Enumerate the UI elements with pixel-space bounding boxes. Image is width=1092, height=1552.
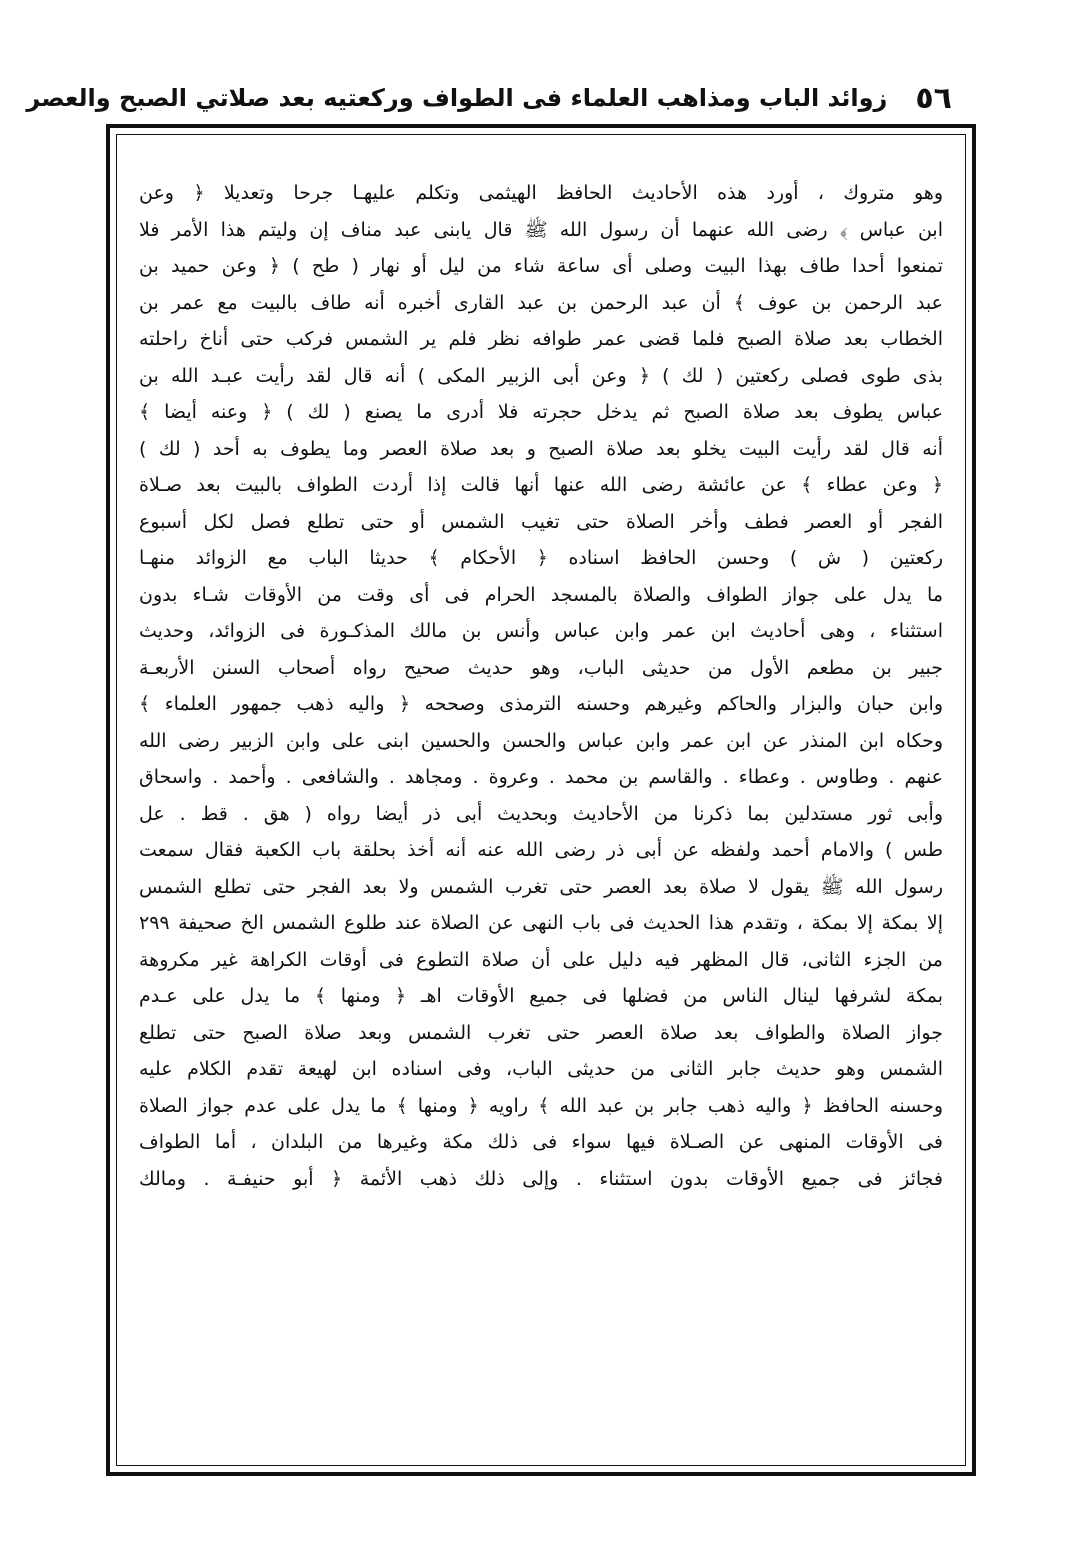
text-line: الفجر أو العصر فطف وأخر الصلاة حتى تغيب الشمس أو حتى تطلع فصل لكل أسبوع (139, 510, 943, 533)
page-number: ٥٦ (915, 80, 952, 116)
text-line: وحسنه الحافظ ﴿ واليه ذهب جابر بن عبد الله ﴾ راويه ﴿ ومنها ﴾ ما يدل على عدم جواز الصلاة (139, 1094, 943, 1117)
page-frame-inner (116, 134, 966, 1466)
text-line: عبد الرحمن بن عوف ﴾ أن عبد الرحمن بن عبد القارى أخبره أنه طاف بالبيت مع عمر بن (139, 291, 943, 314)
text-line: عباس يطوف بعد صلاة الصبح ثم يدخل حجرته فلا أدرى ما يصنع ( لك ) ﴿ وعنه أيضا ﴾ (139, 401, 943, 423)
text-line: جبير بن مطعم الأول من حديثى الباب، وهو حديث صحيح رواه أصحاب السنن الأربعـة (139, 656, 943, 679)
text-line: وأبى ثور مستدلين بما ذكرنا من الأحاديث وبحديث أبى ذر أيضا رواه ( هق . قط . عل (139, 802, 943, 825)
text-line: الخطاب بعد صلاة الصبح فلما قضى عمر طوافه نظر فلم ير الشمس فركب حتى أناخ راحلته (139, 328, 943, 350)
text-line: ﴿ وعن عطاء ﴾ عن عائشة رضى الله عنها أنها قالت إذا أردت الطواف بالبيت بعد صـلاة (139, 474, 943, 496)
text-line: ابن عباس ﴾ رضى الله عنهما أن رسول الله ﷺ قال يابنى عبد مناف إن وليتم هذا الأمر فلا (139, 218, 943, 241)
text-line: بمكة لشرفها لينال الناس من فضلها فى جميع الأوقات اهـ ﴿ ومنها ﴾ ما يدل على عـدم (139, 985, 943, 1007)
text-line: طس ) والامام أحمد ولفظه عن أبى ذر رضى الله عنه أنه أخذ بحلقة باب الكعبة فقال سمعت (139, 839, 943, 861)
text-line: بذى طوى فصلى ركعتين ( لك ) ﴿ وعن أبى الزبير المكى ) أنه قال لقد رأيت عبـد الله بن (139, 364, 943, 387)
text-line: ما يدل على جواز الطواف والصلاة بالمسجد الحرام فى أى وقت من الأوقات شـاء بدون (139, 583, 943, 606)
text-line: وابن حبان والبزار والحاكم وغيرهم وحسنه الترمذى وصححه ﴿ واليه ذهب جمهور العلماء ﴾ (139, 693, 943, 715)
body-text (139, 175, 943, 1197)
page-frame (106, 124, 976, 1476)
text-line: وهو متروك ، أورد هذه الأحاديث الحافظ الهيثمى وتكلم عليهـا جرحا وتعديلا ﴿ وعن (139, 182, 943, 204)
text-line: الشمس وهو حديث جابر الثانى من حديثى الباب، وفى اسناده ابن لهيعة تقدم الكلام عليه (139, 1058, 943, 1080)
text-line: فجائز فى جميع الأوقات بدون استثناء . وإلى ذلك ذهب الأئمة ﴿ أبو حنيفـة . ومالك (139, 1167, 943, 1190)
text-line: تمنعوا أحدا طاف بهذا البيت وصلى أى ساعة شاء من ليل أو نهار ( طح ) ﴿ وعن حميد بن (139, 255, 943, 277)
text-line: من الجزء الثانى، قال المظهر فيه دليل على أن صلاة التطوع فى أوقات الكراهة غير مكروهة (139, 948, 943, 971)
running-title: زوائد الباب ومذاهب العلماء فى الطواف وركعتيه بعد صلاتي الصبح والعصر (26, 84, 888, 112)
text-line: استثناء ، وهى أحاديث ابن عمر وابن عباس وأنس بن مالك المذكـورة فى الزوائد، وحديث (139, 620, 943, 642)
text-line: وحكاه ابن المنذر عن ابن عمر وابن عباس والحسن والحسين ابنى على وابن الزبير رضى الله (139, 729, 943, 752)
page-header (26, 78, 952, 118)
text-line: فى الأوقات المنهى عن الصـلاة فيها سواء فى ذلك مكة وغيرها من البلدان ، أما الطواف (139, 1131, 943, 1153)
text-line: إلا بمكة إلا بمكة ، وتقدم هذا الحديث فى باب النهى عن الصلاة عند طلوع الشمس الخ صحيفة ٢٩٩ (139, 912, 943, 934)
text-line: رسول الله ﷺ يقول لا صلاة بعد العصر حتى تغرب الشمس ولا بعد الفجر حتى تطلع الشمس (139, 875, 943, 898)
text-line: أنه قال لقد رأيت البيت يخلو بعد صلاة الصبح و بعد صلاة العصر وما يطوف به أحد ( لك ) (139, 437, 943, 460)
text-line: ركعتين ( ش ) وحسن الحافظ اسناده ﴿ الأحكام ﴾ حديثا الباب مع الزوائد منهـا (139, 547, 943, 569)
text-line: جواز الصلاة والطواف بعد صلاة العصر حتى تغرب الشمس وبعد صلاة الصبح حتى تطلع (139, 1021, 943, 1044)
text-line: عنهم . وطاوس . وعطاء . والقاسم بن محمد . وعروة . ومجاهد . والشافعى . وأحمد . واسحاق (139, 766, 943, 788)
